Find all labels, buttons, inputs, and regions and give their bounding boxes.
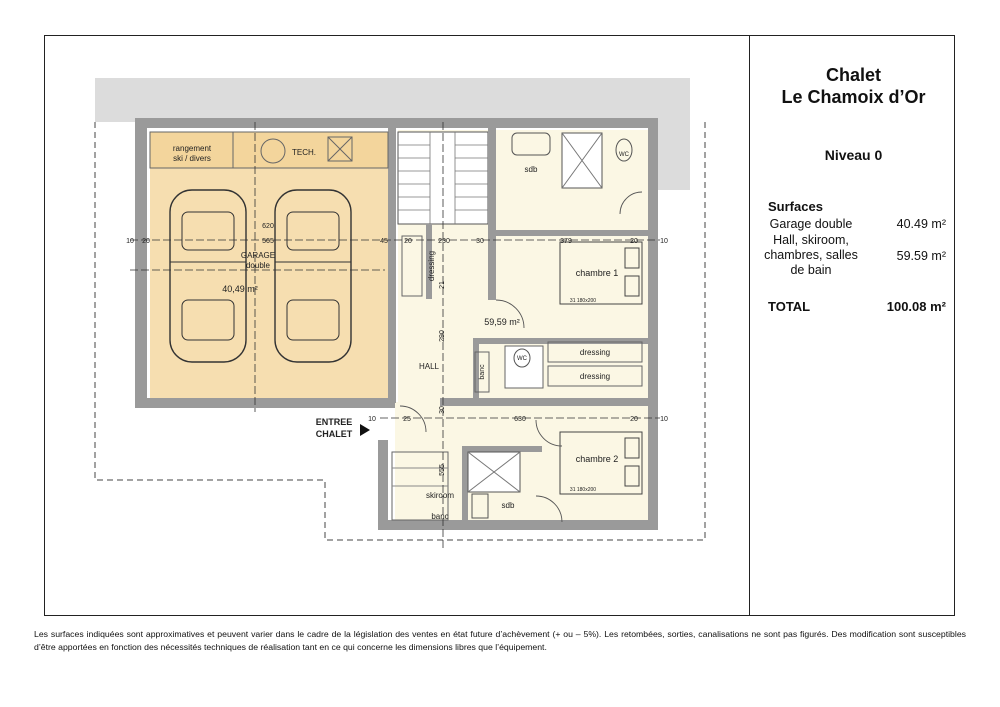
label-area-main: 59,59 m²	[484, 317, 520, 327]
project-title	[752, 64, 955, 108]
dim-45: 45	[380, 238, 388, 245]
terrain-area	[95, 78, 690, 122]
wall-top	[135, 118, 657, 128]
surface-row-living-value: 59.59 m²	[896, 249, 946, 263]
label-banc-2: banc	[431, 512, 449, 521]
title-line-2: Le Chamoix d’Or	[781, 87, 926, 107]
label-wc-mid: WC	[517, 356, 527, 362]
dim-20d: 20	[630, 416, 638, 423]
surface-row-living-label: Hall, skiroom, chambres, salles de bain	[764, 233, 858, 277]
label-chalet: CHALET	[315, 429, 353, 439]
floor-plan-drawing	[50, 70, 740, 565]
dim-10b: 10	[660, 238, 668, 245]
dim-30b: 30	[439, 406, 446, 414]
label-ski-divers: ski / divers	[173, 154, 211, 163]
wall-entry-left	[378, 440, 388, 530]
surfaces-heading: Surfaces	[768, 199, 823, 214]
label-bed-2: 31 180x200	[569, 487, 597, 493]
wall-garage-bottom	[135, 398, 395, 408]
terrain-area-right	[655, 122, 690, 190]
dim-630: 630	[514, 416, 526, 423]
surface-row-garage-value: 40.49 m²	[896, 217, 946, 231]
label-skiroom: skiroom	[425, 491, 455, 500]
label-entree: ENTREE	[315, 417, 353, 427]
entry-arrow-icon	[360, 424, 370, 436]
label-dressing-vertical: dressing	[427, 250, 436, 282]
dim-555: 555	[439, 464, 446, 476]
dim-10c: 10	[660, 416, 668, 423]
label-sdb-bottom: sdb	[501, 501, 515, 510]
dim-20c: 20	[630, 238, 638, 245]
total-value: 100.08 m²	[886, 299, 946, 314]
dim-20b: 20	[404, 238, 412, 245]
wall-bottom	[378, 520, 658, 530]
surface-row-garage-label: Garage double	[769, 217, 853, 231]
wall-right	[648, 118, 658, 530]
frame-divider	[749, 35, 750, 616]
dim-25: 25	[403, 416, 411, 423]
label-banc-1: banc	[479, 364, 486, 380]
label-chambre-2: chambre 2	[575, 454, 619, 464]
label-tech: TECH.	[292, 148, 316, 157]
label-rangement: rangement	[172, 144, 212, 153]
floor-plan	[50, 70, 740, 565]
disclaimer-footnote: Les surfaces indiquées sont approximatives et peuvent varier dans le cadre de la législation des ventes en état future d’achèvement (+ ou – 5%). Les retombées, sorties, canalisations ne sont pas figurés. Des modification sont susceptibles d’être apportées en fonction des nécessités techniques de réalisation tant en ce qui concerne les dimensions libres que l’équipement.	[34, 629, 966, 652]
wall-garage-divider	[388, 128, 396, 403]
dim-10d: 10	[368, 416, 376, 423]
dim-290: 290	[439, 330, 446, 342]
dim-565: 565	[262, 238, 274, 245]
wall-mid	[440, 398, 648, 406]
label-wc-top: WC	[619, 152, 629, 158]
label-dressing-2: dressing	[579, 372, 611, 381]
label-sdb-top: sdb	[524, 165, 538, 174]
label-garage-area: 40,49 m²	[222, 284, 258, 294]
label-chambre-1: chambre 1	[575, 268, 619, 278]
dim-379: 379	[560, 238, 572, 245]
label-hall: HALL	[418, 362, 440, 371]
total-label: TOTAL	[768, 299, 811, 314]
label-garage-sub: double	[245, 261, 271, 270]
dim-20a: 20	[142, 238, 150, 245]
label-garage: GARAGE	[240, 251, 276, 260]
label-dressing-1: dressing	[579, 348, 611, 357]
dim-620: 620	[262, 223, 274, 230]
dim-230: 230	[438, 238, 450, 245]
wall-left	[135, 118, 147, 408]
title-line-1: Chalet	[825, 65, 881, 85]
label-bed-1: 31 180x200	[569, 298, 597, 304]
dim-10a: 10	[126, 238, 134, 245]
dim-21: 21	[439, 281, 446, 289]
dim-30a: 30	[476, 238, 484, 245]
level-label: Niveau 0	[824, 147, 883, 163]
